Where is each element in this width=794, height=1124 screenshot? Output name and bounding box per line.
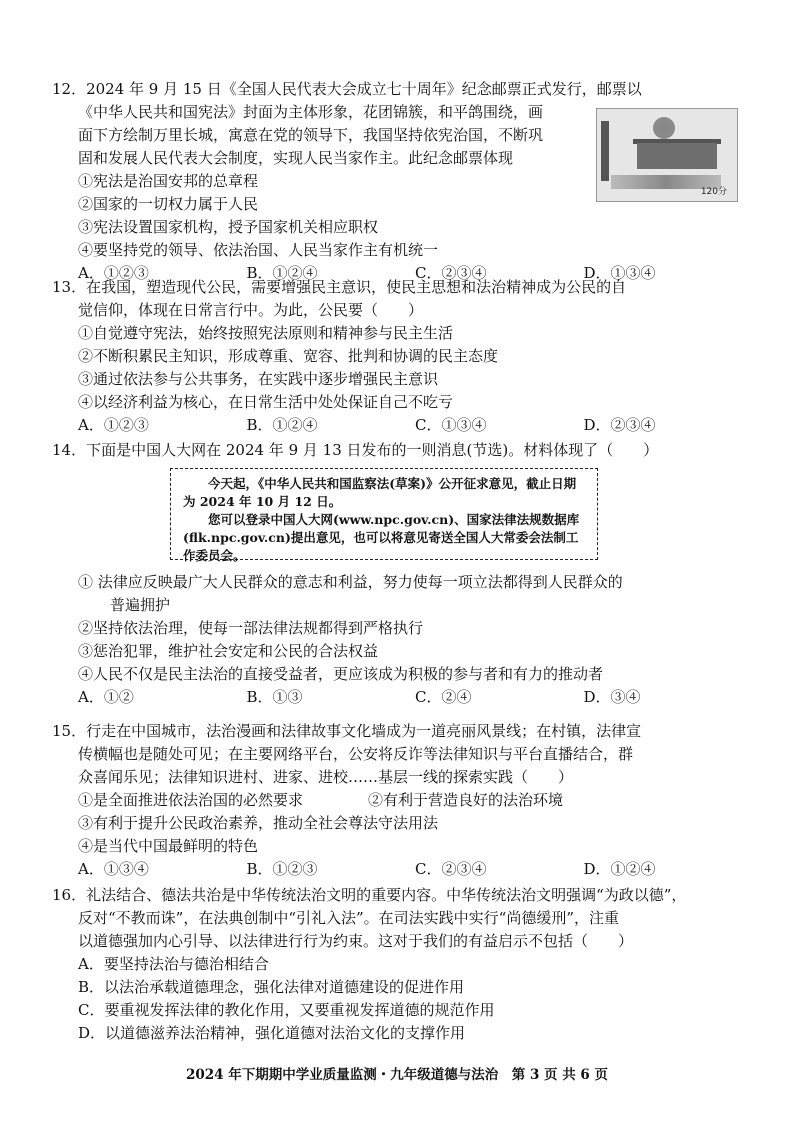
q15-stem-line1: 15．行走在中国城市，法治漫画和法律故事文化墙成为一道亮丽风景线；在村镇，法律宣 [52,722,642,740]
q14-option-1-line2: 普遍拥护 [110,596,171,614]
q12-choice-b: B．①②④ [246,264,318,282]
q13-option-1: ①自觉遵守宪法，始终按照宪法原则和精神参与民主生活 [78,324,454,342]
q15-option-3: ③有利于提升公民政治素养，推动全社会尊法守法用法 [78,814,439,832]
q16-stem-line2: 反对“不教而诛”，在法典创制中“引礼入法”。在司法实践中实行“尚德缓刑”，注重 [78,909,620,927]
q13-choices [52,414,752,437]
q15-option-2: ②有利于营造良好的法治环境 [368,791,564,809]
q15-choice-c: C．②③④ [415,860,487,878]
q15-choice-a: A．①③④ [78,860,149,878]
q12-option-3: ③宪法设置国家机构，授予国家机关相应职权 [78,218,379,236]
q15-stem-line3: 众喜闻乐见；法律知识进村、进家、进校……基层一线的探索实践（ ） [78,768,574,786]
q12-stem-line1: 12．2024 年 9 月 15 日《全国人民代表大会成立七十周年》纪念邮票正式发行，邮票以 [52,80,642,98]
q16-choice-c: C．要重视发挥法律的教化作用，又要重视发挥道德的规范作用 [78,1001,495,1019]
q16-choice-a: A．要坚持法治与德治相结合 [78,955,269,973]
question-14-options [52,571,752,709]
q12-option-1: ①宪法是治国安邦的总章程 [78,172,259,190]
q12-option-2: ②国家的一切权力属于人民 [78,195,259,213]
q14-choice-b: B．①③ [246,688,303,706]
q15-choice-d: D．①②④ [583,860,656,878]
q14-choices [52,686,752,709]
q16-stem-line1: 16．礼法结合、德法共治是中华传统法治文明的重要内容。中华传统法治文明强调“为政以德”， [52,886,687,904]
q14-option-1-line1: ① 法律应反映最广大人民群众的意志和利益，努力使每一项立法都得到人民群众的 [78,573,623,591]
stamp-value: 120分 [700,187,727,197]
q15-option-4: ④是当代中国最鲜明的特色 [78,837,259,855]
q12-choice-c: C．②③④ [415,264,487,282]
q15-choices [52,858,752,881]
q14-stem-line1: 14．下面是中国人大网在 2024 年 9 月 13 日发布的一则消息(节选)。材料体现了（ ） [52,441,659,459]
q13-choice-b: B．①②④ [246,416,318,434]
q13-option-3: ③通过依法参与公共事务，在实践中逐步增强民主意识 [78,370,439,388]
q13-option-2: ②不断积累民主知识，形成尊重、宽容、批判和协调的民主态度 [78,347,499,365]
page-footer: 2024 年下期期中学业质量监测・九年级道德与法治 第 3 页 共 6 页 [185,1067,609,1083]
q12-option-4: ④要坚持党的领导、依法治国、人民当家作主有机统一 [78,241,439,259]
question-15 [52,720,752,881]
q13-option-4: ④以经济利益为核心，在日常生活中处处保证自己不吃亏 [78,393,454,411]
q13-stem-line2: 觉信仰，体现在日常言行中。为此，公民要（ ） [78,301,424,319]
question-13 [52,276,752,437]
q13-stem-line1: 13．在我国，塑造现代公民，需要增强民主意识，使民主思想和法治精神成为公民的自 [52,278,627,296]
q13-choice-a: A．①②③ [78,416,149,434]
stamp-side-band [601,121,609,181]
q14-option-4: ④人民不仅是民主法治的直接受益者，更应该成为积极的参与者和有力的推动者 [78,665,604,683]
q16-choice-b: B．以法治承载道德理念，强化法律对道德建设的促进作用 [78,978,465,996]
q15-choice-b: B．①②③ [246,860,318,878]
npc-notice-box [170,468,598,563]
question-14 [52,439,752,462]
q13-choice-d: D．②③④ [583,416,656,434]
notice-paragraph-1: 今天起，《中华人民共和国监察法(草案)》公开征求意见，截止日期为 2024 年 10 月 12 日。 [183,476,577,509]
q14-option-1 [52,571,752,617]
q12-choice-a: A．①②③ [78,264,149,282]
commemorative-stamp-image [596,108,738,202]
q12-stem-line2: 《中华人民共和国宪法》封面为主体形象，花团锦簇，和平鸽围绕，画 [78,103,544,121]
q12-stem-line4: 固和发展人民代表大会制度，实现人民当家作主。此纪念邮票体现 [78,149,514,167]
q16-stem-line3: 以道德强加内心引导、以法律进行行为约束。这对于我们的有益启示不包括（ ） [78,932,634,950]
q12-choice-d: D．①③④ [583,264,656,282]
question-16 [52,884,752,1045]
q14-option-3: ③惩治犯罪，维护社会安定和公民的合法权益 [78,642,379,660]
q13-choice-c: C．①③④ [415,416,487,434]
national-emblem-icon [653,117,675,139]
q15-options-row-1 [52,789,752,812]
q14-choice-c: C．②④ [415,688,472,706]
q15-stem-line2: 传横幅也是随处可见；在主要网络平台，公安将反诈等法律知识与平台直播结合，群 [78,745,634,763]
q12-stem-line3: 面下方绘制万里长城，寓意在党的领导下，我国坚持依宪治国，不断巩 [78,126,544,144]
notice-paragraph-2: 您可以登录中国人大网(www.npc.gov.cn)、国家法律法规数据库(flk.npc.gov.cn)提出意见，也可以将意见寄送全国人大常委会法制工作委员会。 [183,512,580,563]
great-hall-icon [637,143,717,169]
q14-choice-a: A．①② [78,688,134,706]
q16-choice-d: D．以道德滋养法治精神，强化道德对法治文化的支撑作用 [78,1024,466,1042]
q15-option-1: ①是全面推进依法治国的必然要求 [78,791,304,809]
q14-option-2: ②坚持依法治理，使每一部法律法规都得到严格执行 [78,619,424,637]
q14-choice-d: D．③④ [583,688,641,706]
